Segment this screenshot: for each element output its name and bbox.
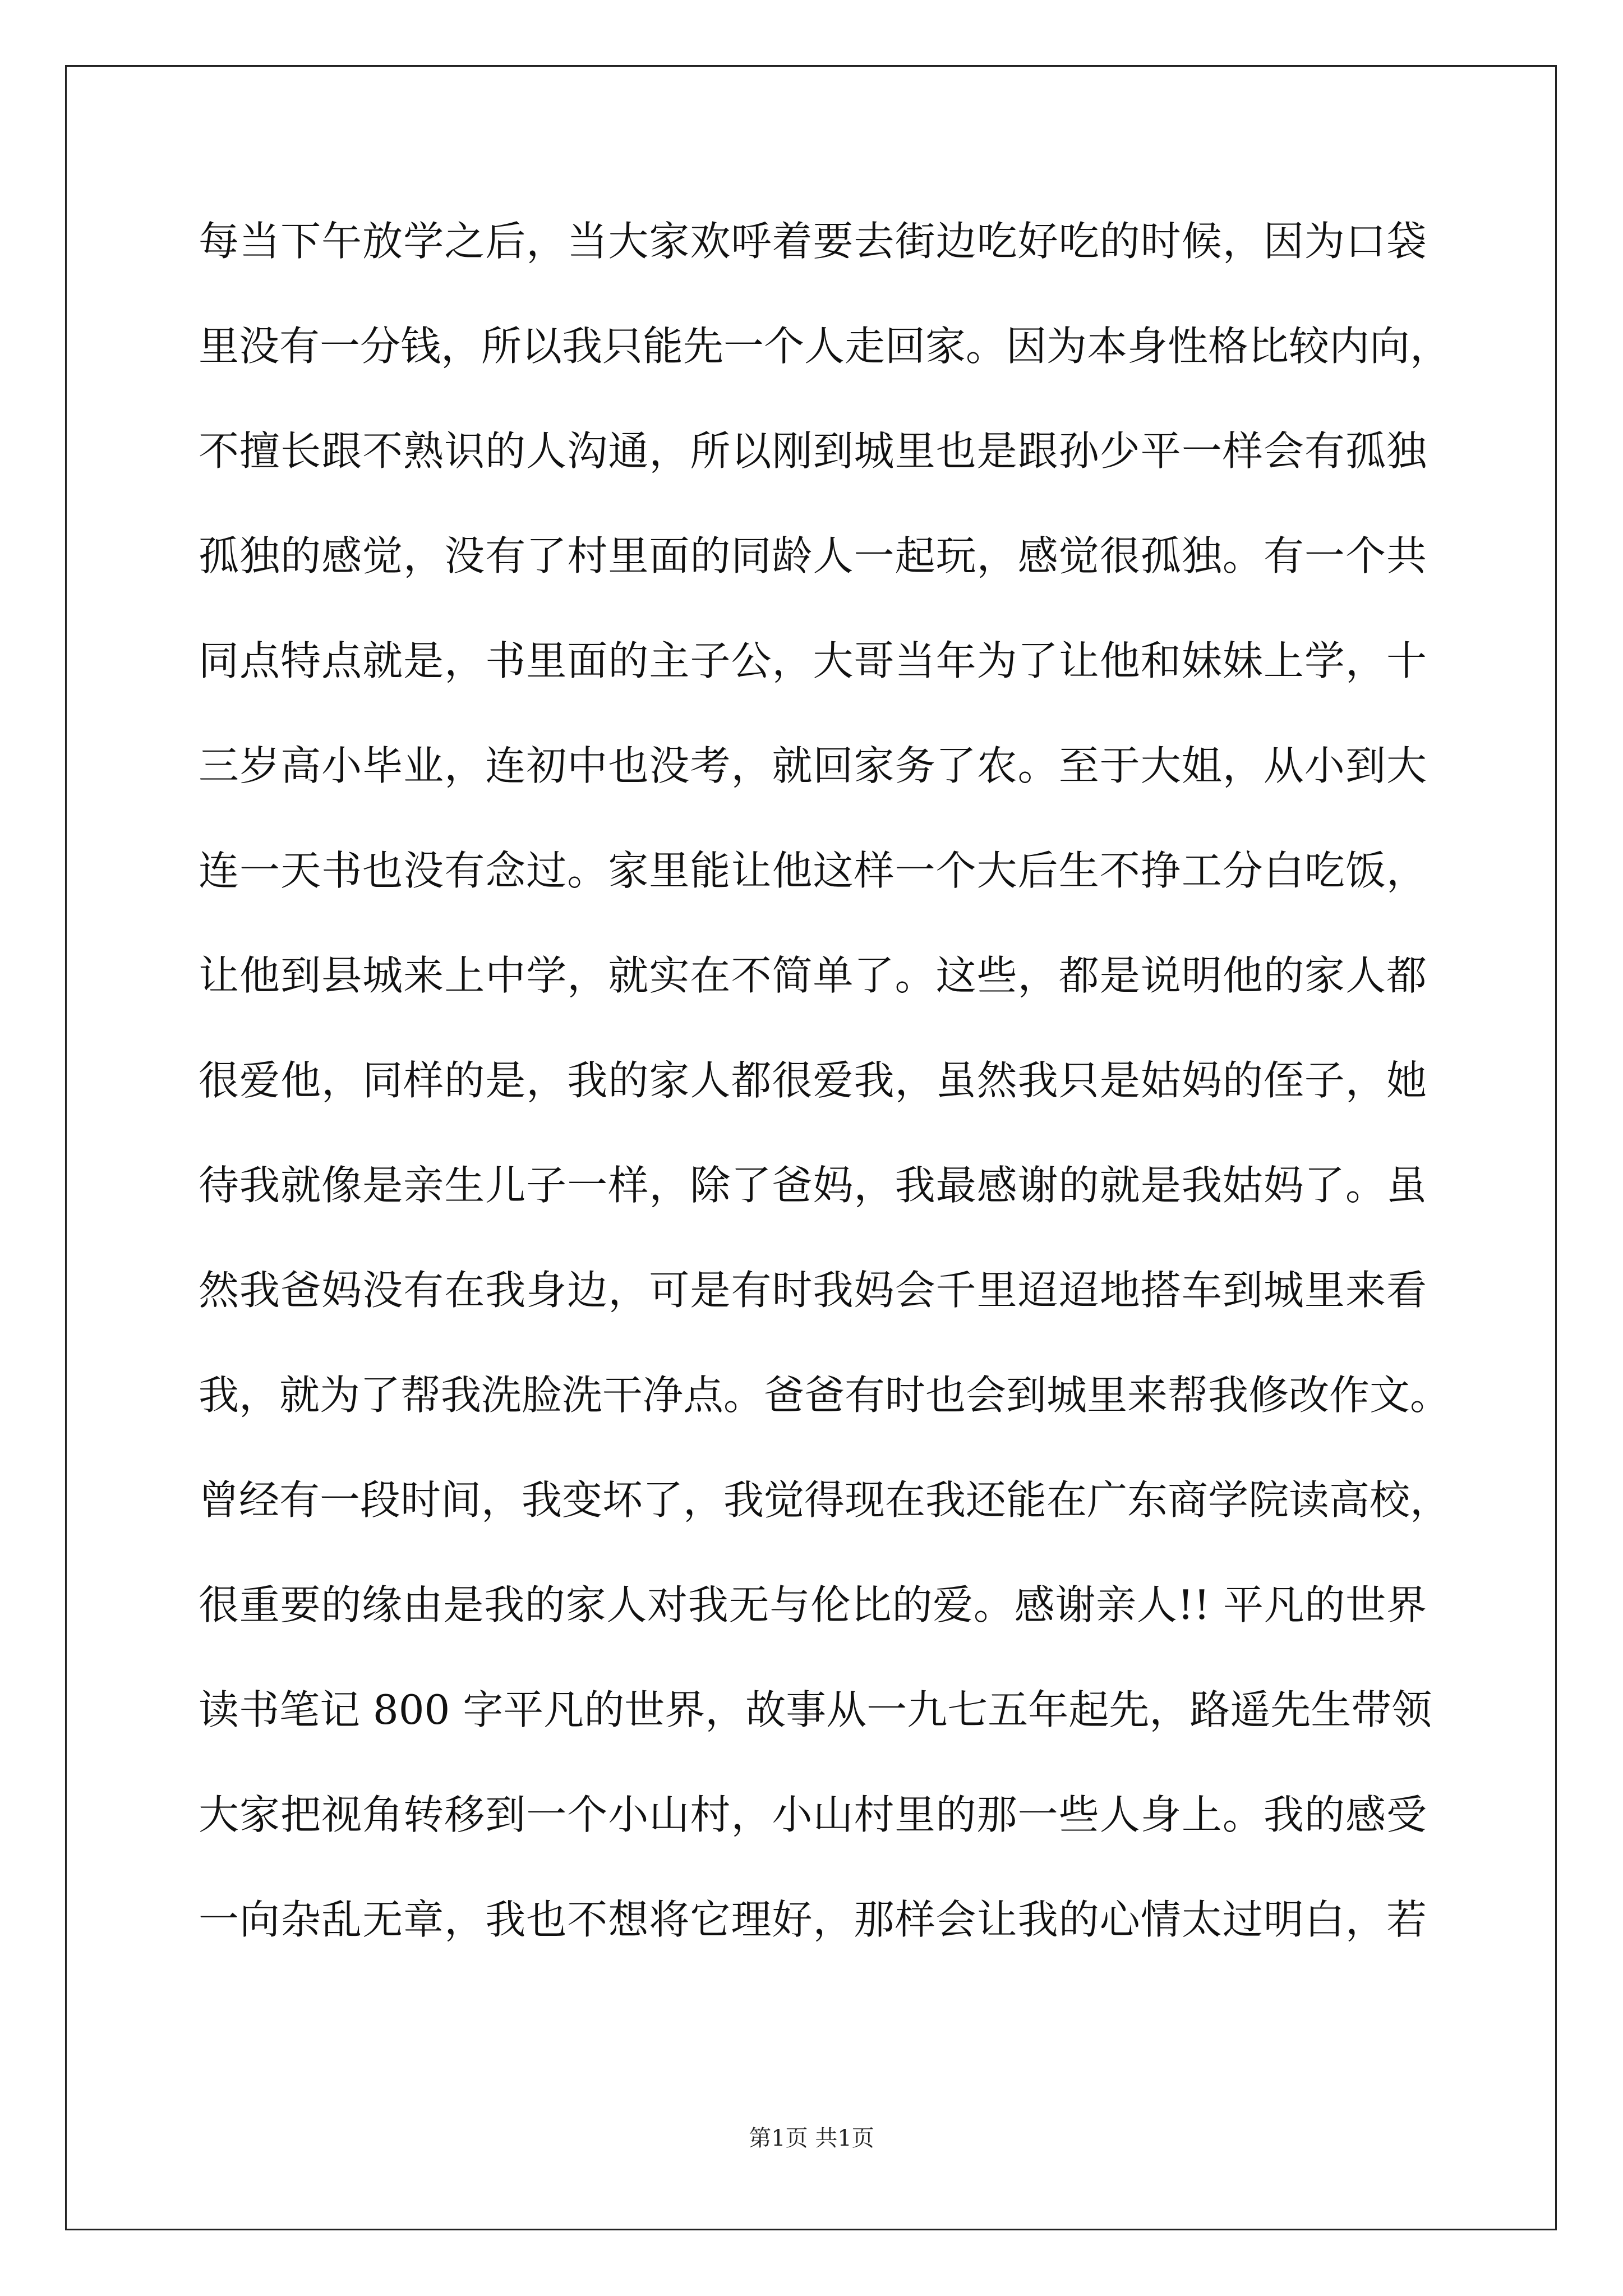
page-number-footer: 第1页 共1页 [749,2125,874,2151]
text-line: 里没有一分钱，所以我只能先一个人走回家。因为本身性格比较内向， [199,323,1451,370]
text-line: 连一天书也没有念过。家里能让他这样一个大后生不挣工分白吃饭， [199,847,1427,894]
text-line: 然我爸妈没有在我身边，可是有时我妈会千里迢迢地搭车到城里来看 [199,1267,1427,1314]
text-line: 一向杂乱无章，我也不想将它理好，那样会让我的心情太过明白，若 [199,1896,1427,1943]
text-line: 很重要的缘由是我的家人对我无与伦比的爱。感谢亲人!! 平凡的世界 [199,1581,1427,1628]
text-line: 每当下午放学之后，当大家欢呼着要去街边吃好吃的时候，因为口袋 [199,218,1427,265]
text-line: 三岁高小毕业，连初中也没考，就回家务了农。至于大姐，从小到大 [199,742,1427,789]
text-line: 孤独的感觉，没有了村里面的同龄人一起玩，感觉很孤独。有一个共 [199,532,1427,579]
text-line: 大家把视角转移到一个小山村，小山村里的那一些人身上。我的感受 [199,1791,1427,1838]
text-line: 读书笔记 800 字平凡的世界，故事从一九七五年起先，路遥先生带领 [199,1686,1432,1733]
text-line: 不擅长跟不熟识的人沟通，所以刚到城里也是跟孙少平一样会有孤独 [199,427,1427,475]
text-line: 很爱他，同样的是，我的家人都很爱我，虽然我只是姑妈的侄子，她 [199,1057,1427,1104]
text-line: 曾经有一段时间，我变坏了，我觉得现在我还能在广东商学院读高校， [199,1476,1451,1524]
text-line: 让他到县城来上中学，就实在不简单了。这些，都是说明他的家人都 [199,952,1427,999]
text-line: 我，就为了帮我洗脸洗干净点。爸爸有时也会到城里来帮我修改作文。 [199,1372,1451,1419]
text-line: 待我就像是亲生儿子一样，除了爸妈，我最感谢的就是我姑妈了。虽 [199,1162,1427,1209]
text-line: 同点特点就是，书里面的主子公，大哥当年为了让他和妹妹上学，十 [199,637,1427,684]
document-body [199,218,1451,2002]
